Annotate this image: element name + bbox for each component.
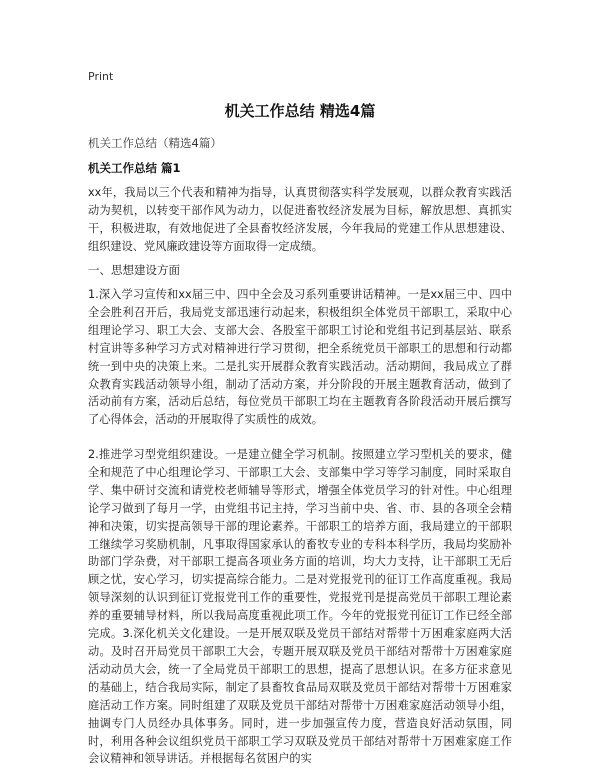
section-heading-ideology: 一、思想建设方面 [88,263,180,277]
document-title: 机关工作总结 精选4篇 [224,102,376,120]
print-label: Print [88,70,114,83]
paragraph-learning-organization: 2.推进学习型党组织建设。一是建立健全学习机制。按照建立学习型机关的要求，健全和规范了中心组理论学习、干部职工大会、支部集中学习等学习制度，同时采取自学、集中研讨交流和请党校老师辅导等形式，增强全体党员学习的针对性。中心组理论学习做到了每月一学，由党组书记主持，学习当前中央、省、市、县的各项全会精神和决策，切实提高领导干部的理论素养。干部职工的培养方面，我局建立的干部职工继续学习奖励机制，凡事取得国家承认的畜牧专业的专科本科学历，我局均奖励补助部门学杂费，对干部职工提高各项业务方面的培训，均大力支持，让干部职工无后顾之忧，安心学习，切实提高综合能力。二是对党报党刊的征订工作高度重视。我局领导深刻的认识到征订党报党刊工作的重要性，党报党刊是提高党员干部职工理论素养的重要辅导材料，所以我局高度重视此项工作。今年的党报党刊征订工作已经全部完成。3.深化机关文化建设。一是开展双联及党员干部结对帮带十万困难家庭两大活动。及时召开局党员干部职工大会，专题开展双联及党员干部结对帮带十万困难家庭活动动员大会，统一了全局党员干部职工的思想，提高了思想认识。在多方征求意见的基础上，结合我局实际，制定了县畜牧食品局双联及党员干部结对帮带十万困难家庭活动工作方案。同时组建了双联及党员干部结对帮带十万困难家庭活动领导小组，抽调专门人员经办具体事务。同时，进一步加强宣传力度，营造良好活动氛围，同时，利用各种会议组织党员干部职工学习双联及党员干部结对帮带十万困难家庭工作会议精神和领导讲话。并根据每名贫困户的实 [88,448,512,766]
paragraph-study-spirit: 1.深入学习宣传和xx届三中、四中全会及习系列重要讲话精神。一是xx届三中、四中全会胜利召开后，我局党支部迅速行动起来，积极组织全体党员干部职工，采取中心组理论学习、职工大会、支部大会、各股室干部职工讨论和党组书记到基层站、联系村宣讲等多种学习方式对精神进行学习贯彻，把全系统党员干部职工的思想和行动都统一到中央的决策上来。二是扎实开展群众教育实践活动。活动期间，我局成立了群众教育实践活动领导小组，制动了活动方案，并分阶段的开展主题教育活动，做到了活动前有方案，活动后总结，每位党员干部职工均在主题教育各阶段活动开展后撰写了心得体会，活动的开展取得了实质性的成效。 [88,288,512,427]
article-heading: 机关工作总结 篇1 [88,161,181,175]
paragraph-intro: xx年，我局以三个代表和精神为指导，认真贯彻落实科学发展观，以群众教育实践活动为契机，以转变干部作风为动力，以促进畜牧经济发展为目标，解放思想、真抓实干，积极进取，有效地促进了全县畜牧经济发展，今年我局的党建工作从思想建设、组织建设、党风廉政建设等方面取得一定成绩。 [88,186,512,253]
document-subtitle: 机关工作总结（精选4篇） [88,136,222,150]
